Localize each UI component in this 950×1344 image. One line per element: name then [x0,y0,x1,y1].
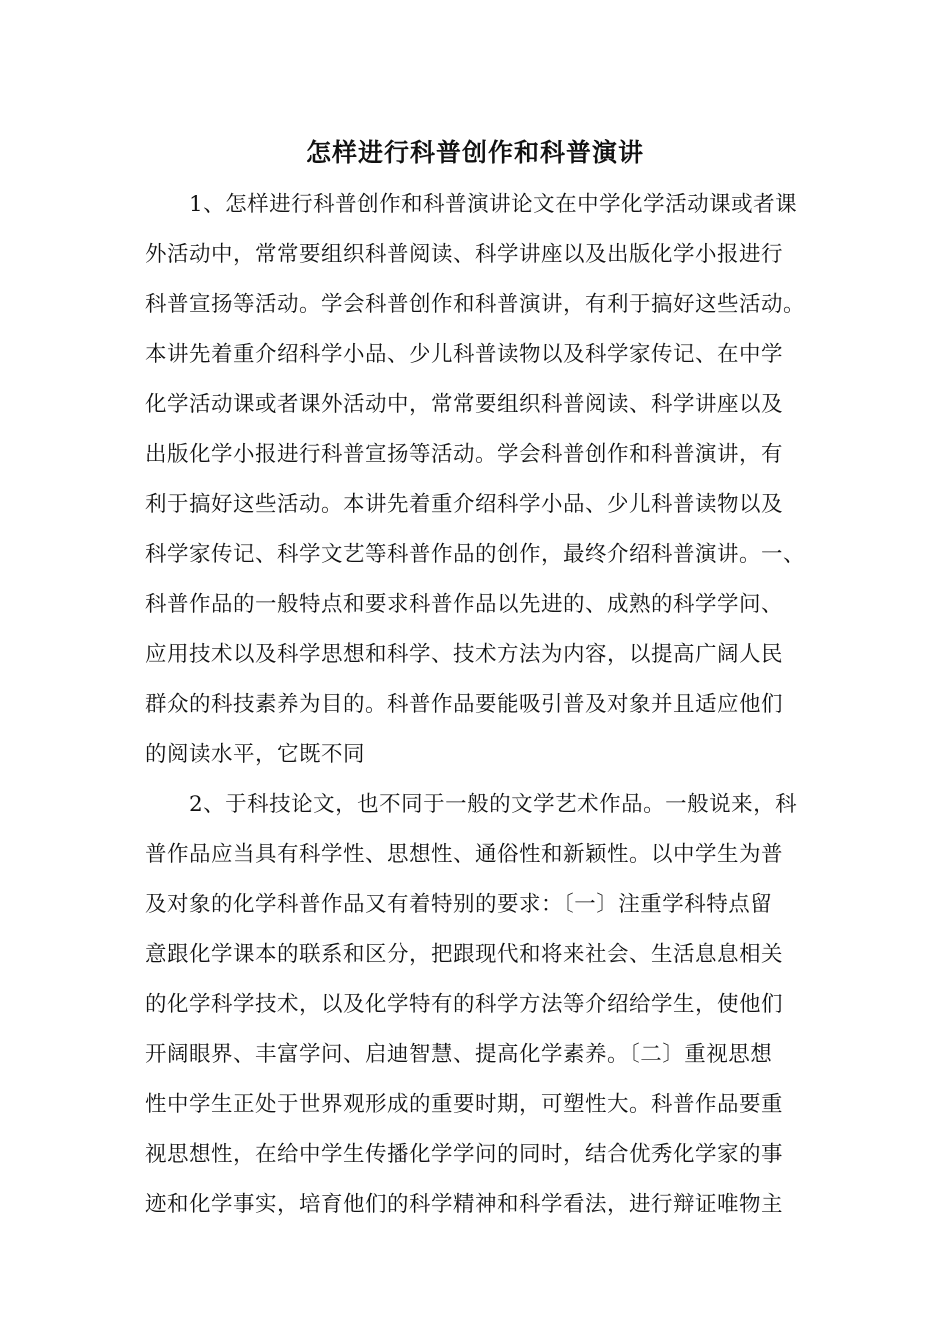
text-line: 本讲先着重介绍科学小品、少儿科普读物以及科学家传记、在中学 [145,342,784,367]
text-line: 应用技术以及科学思想和科学、技术方法为内容，以提高广阔人民 [145,642,784,667]
document-body [145,180,825,1230]
text-line: 化学活动课或者课外活动中，常常要组织科普阅读、科学讲座以及 [145,392,784,417]
text-line: 性中学生正处于世界观形成的重要时期，可塑性大。科普作品要重 [145,1092,784,1117]
text-line: 开阔眼界、丰富学问、启迪智慧、提高化学素养。〔二〕重视思想 [145,1042,773,1067]
text-line: 视思想性，在给中学生传播化学学问的同时，结合优秀化学家的事 [145,1142,784,1167]
text-line: 迹和化学事实，培育他们的科学精神和科学看法，进行辩证唯物主 [145,1192,784,1217]
text-line: 科普作品的一般特点和要求科普作品以先进的、成熟的科学学问、 [145,592,784,617]
text-line: 的化学科学技术，以及化学特有的科学方法等介绍给学生，使他们 [145,992,784,1017]
document-title: 怎样进行科普创作和科普演讲 [305,138,644,167]
text-line: 及对象的化学科普作品又有着特别的要求：〔一〕注重学科特点留 [145,892,773,917]
text-line: 1、怎样进行科普创作和科普演讲论文在中学化学活动课或者课 [189,192,798,217]
text-line: 利于搞好这些活动。本讲先着重介绍科学小品、少儿科普读物以及 [145,492,784,517]
text-line: 出版化学小报进行科普宣扬等活动。学会科普创作和科普演讲，有 [145,442,784,467]
text-line: 群众的科技素养为目的。科普作品要能吸引普及对象并且适应他们 [145,692,784,717]
text-line: 意跟化学课本的联系和区分，把跟现代和将来社会、生活息息相关 [145,942,784,967]
text-line: 的阅读水平，它既不同 [145,742,366,767]
text-line: 2、于科技论文，也不同于一般的文学艺术作品。一般说来，科 [189,792,798,817]
paragraph-2 [145,780,825,1230]
paragraph-1 [145,180,825,780]
text-line: 科普宣扬等活动。学会科普创作和科普演讲，有利于搞好这些活动。 [145,292,806,317]
text-line: 普作品应当具有科学性、思想性、通俗性和新颖性。以中学生为普 [145,842,784,867]
text-line: 科学家传记、科学文艺等科普作品的创作，最终介绍科普演讲。一、 [145,542,806,567]
text-line: 外活动中，常常要组织科普阅读、科学讲座以及出版化学小报进行 [145,242,784,267]
